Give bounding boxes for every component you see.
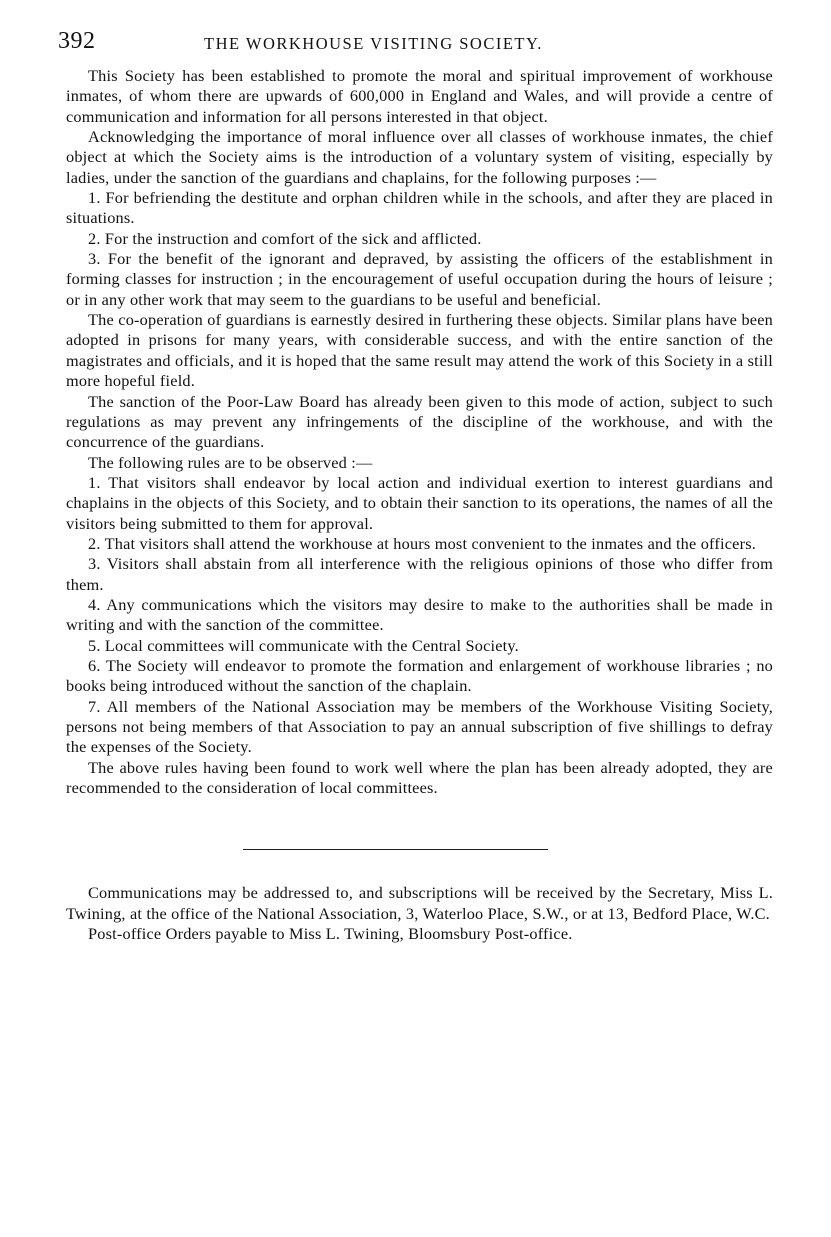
rule-7: 7. All members of the National Association may be members of the Workhouse Visiting Society, persons not being members of that Association to pay an annual subscription of five shillings to defray the expenses of the Society. [66, 696, 773, 757]
rule-1: 1. That visitors shall endeavor by local action and individual exertion to interest guardians and chaplains in the objects of this Society, and to obtain their sanction to its operations, the names of all the visitors being submitted to them for approval. [66, 472, 773, 533]
footer-notice [66, 883, 773, 944]
body-text [66, 66, 773, 798]
document-page [58, 28, 773, 944]
communications-note: Communications may be addressed to, and subscriptions will be received by the Secretary, Miss L. Twining, at the office of the National Association, 3, Waterloo Place, S.W., or at 13, Bedford Place, W.C. [66, 883, 773, 923]
rules-intro: The following rules are to be observed :— [88, 452, 373, 472]
page-number: 392 [58, 28, 96, 54]
running-title: THE WORKHOUSE VISITING SOCIETY. [204, 34, 543, 53]
cooperation-paragraph: The co-operation of guardians is earnestly desired in furthering these objects. Similar plans have been adopted in prisons for many years, with considerable success, and with the entire sanction of the magistrates and officials, and it is hoped that the same result may attend the work of this Society in a still more hopeful field. [66, 310, 773, 391]
purpose-1: 1. For befriending the destitute and orphan children while in the schools, and after they are placed in situations. [66, 188, 773, 228]
rule-3: 3. Visitors shall abstain from all interference with the religious opinions of those who differ from them. [66, 554, 773, 594]
rule-4: 4. Any communications which the visitors may desire to make to the authorities shall be made in writing and with the sanction of the committee. [66, 594, 773, 635]
purpose-2: 2. For the instruction and comfort of the sick and afflicted. [88, 228, 482, 248]
rule-6: 6. The Society will endeavor to promote the formation and enlargement of workhouse libraries ; no books being introduced without the sanction of the chaplain. [66, 655, 773, 696]
section-divider [243, 849, 548, 850]
page-header [58, 28, 773, 58]
purpose-3: 3. For the benefit of the ignorant and depraved, by assisting the officers of the establishment in forming classes for instruction ; in the encouragement of useful occupation during the hours of leisure ; or in any other work that may seem to the guardians to be useful and beneficial. [66, 249, 773, 309]
closing-paragraph: The above rules having been found to work well where the plan has been already adopted, they are recommended to the consideration of local committees. [66, 757, 773, 798]
rule-5: 5. Local committees will communicate with the Central Society. [88, 635, 519, 655]
aims-paragraph: Acknowledging the importance of moral influence over all classes of workhouse inmates, the chief object at which the Society aims is the introduction of a voluntary system of visiting, especially by ladies, under the sanction of the guardians and chaplains, for the following purposes :— [66, 127, 773, 187]
intro-paragraph: This Society has been established to promote the moral and spiritual improvement of workhouse inmates, of whom there are upwards of 600,000 in England and Wales, and will provide a centre of communication and information for all persons interested in that object. [66, 66, 773, 126]
sanction-paragraph: The sanction of the Poor-Law Board has already been given to this mode of action, subject to such regulations as may prevent any infringements of the discipline of the workhouse, and with the concurrence of the guardians. [66, 391, 773, 452]
post-office-note: Post-office Orders payable to Miss L. Twining, Bloomsbury Post-office. [88, 924, 573, 944]
rule-2: 2. That visitors shall attend the workhouse at hours most convenient to the inmates and the officers. [88, 533, 756, 553]
